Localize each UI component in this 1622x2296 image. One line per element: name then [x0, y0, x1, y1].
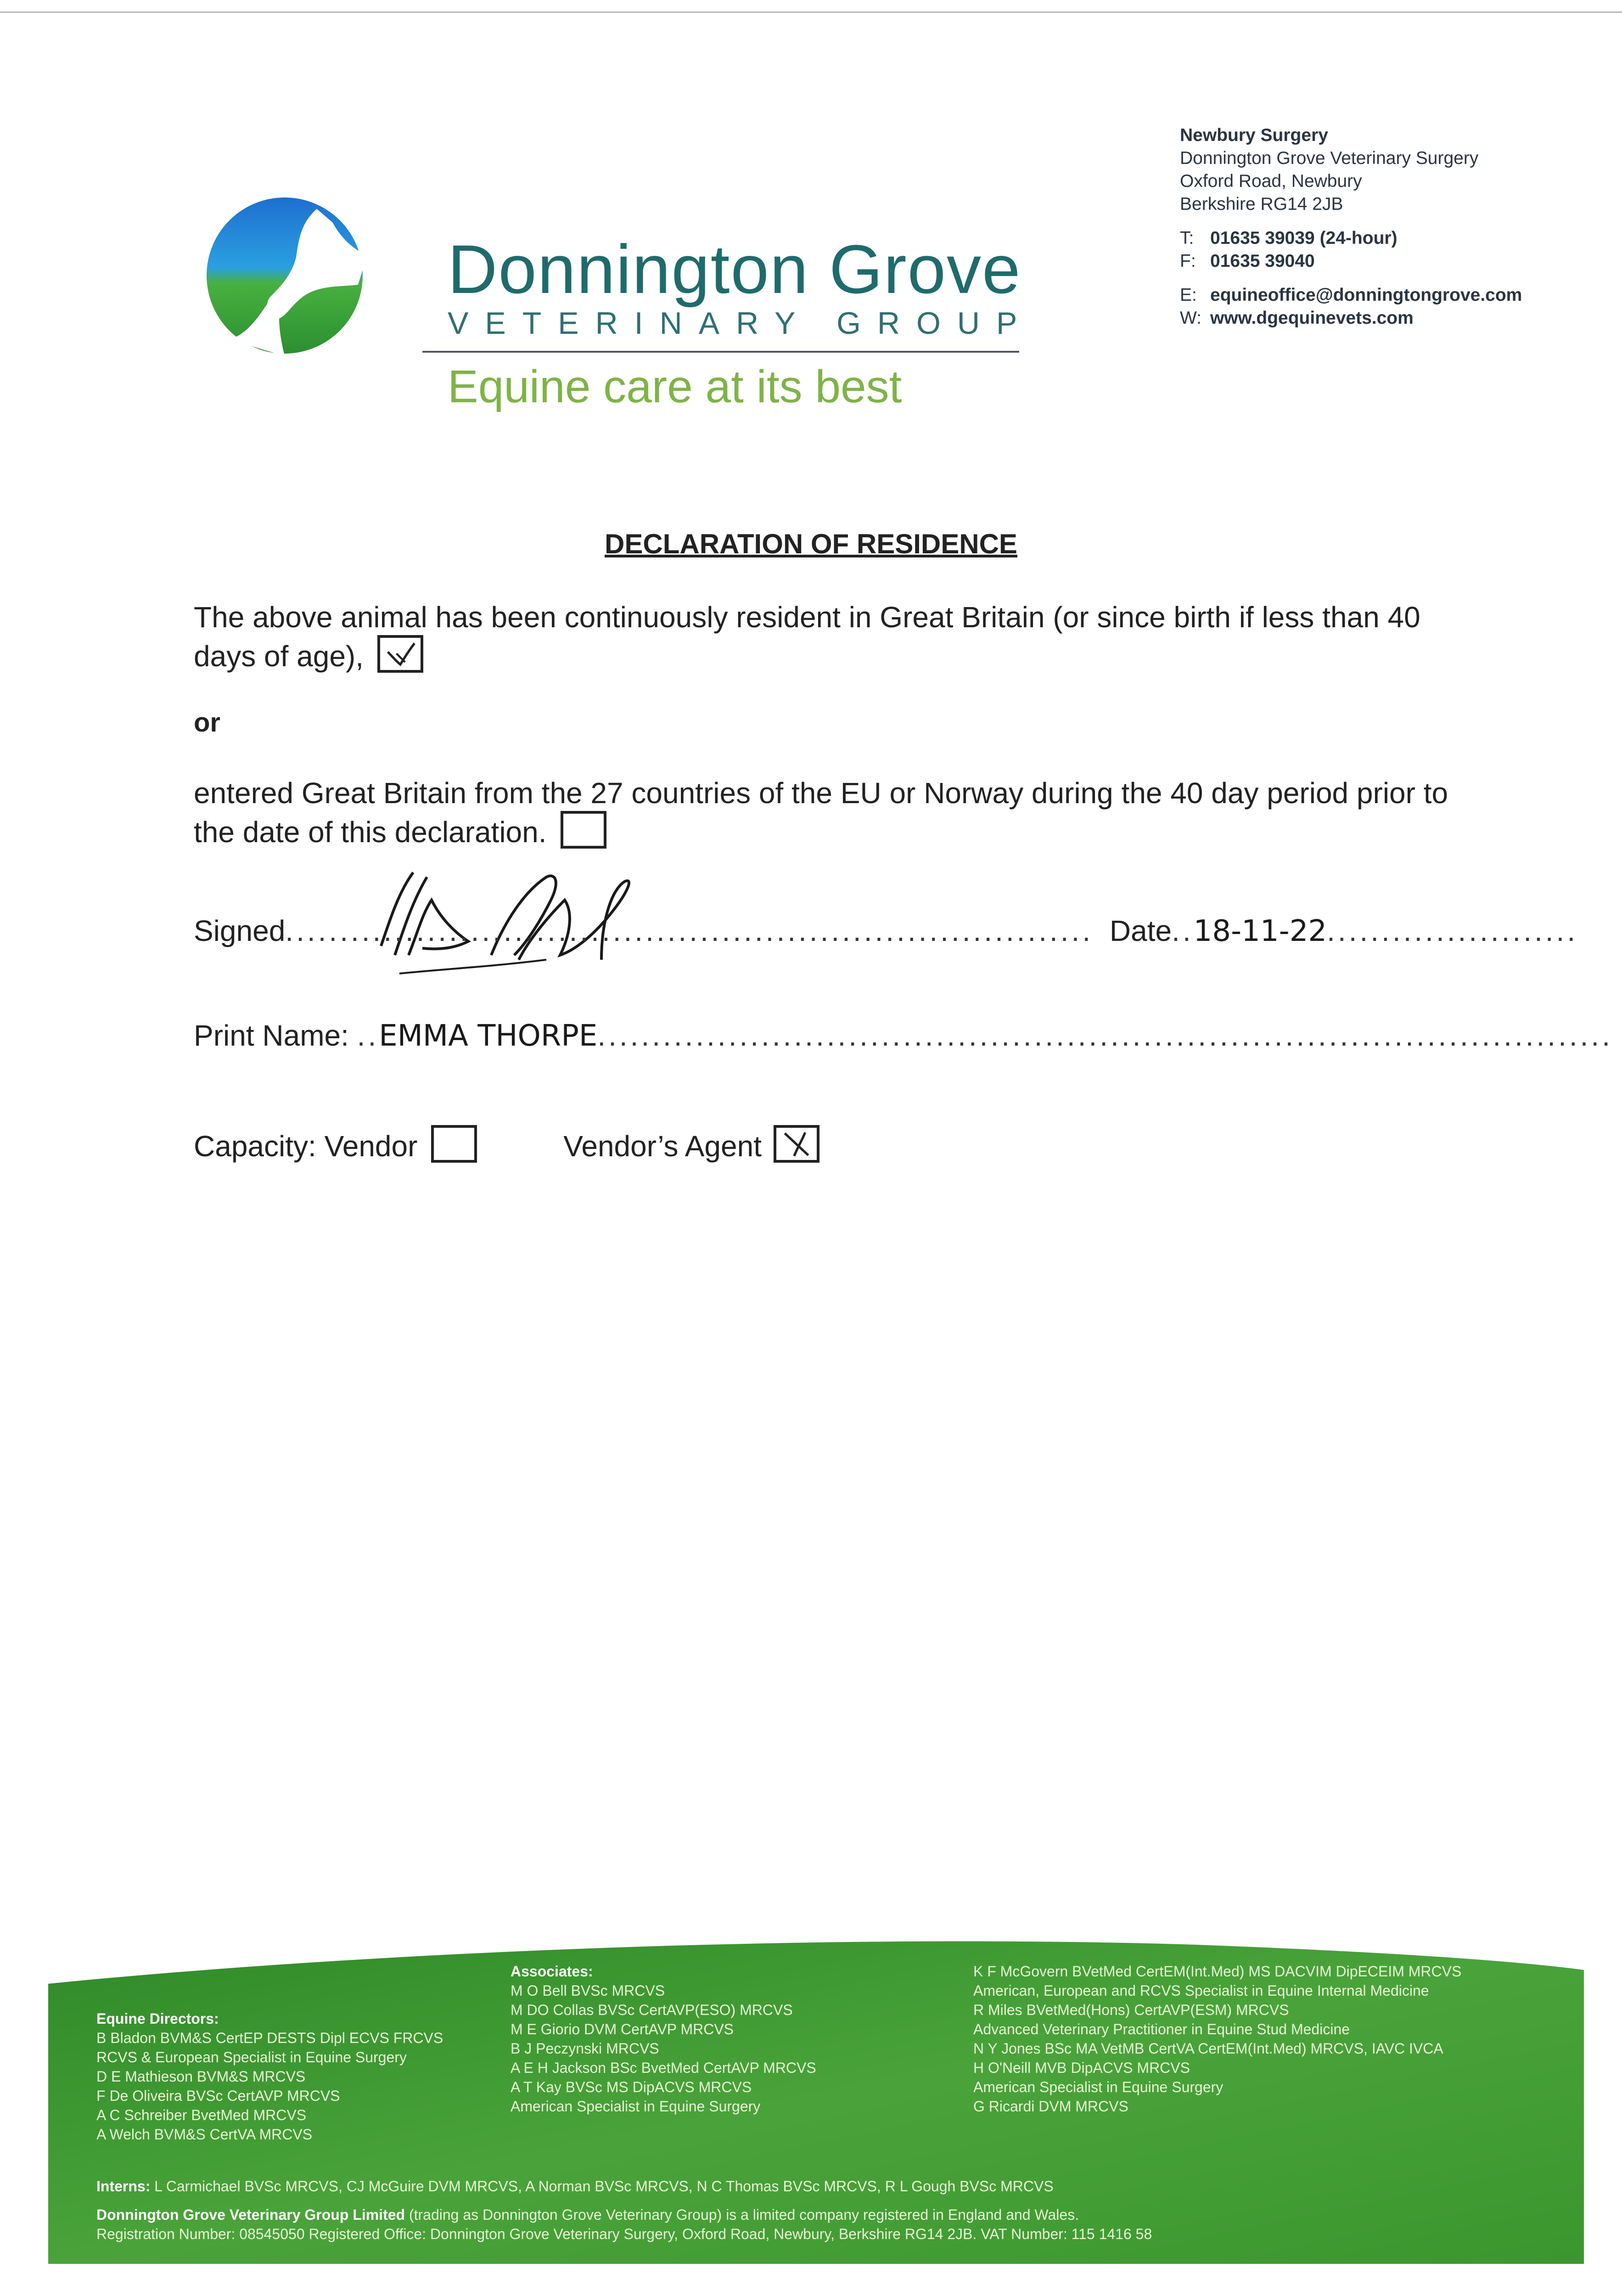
footer — [48, 1933, 1584, 2264]
top-rule — [0, 11, 1622, 13]
signature-line[interactable]: .......................................................................... — [285, 914, 1094, 947]
capacity-row — [194, 1125, 819, 1163]
email-link[interactable]: equineoffice@donningtongrove.com — [1210, 285, 1522, 305]
print-name-row: Print Name: ..EMMA THORPE............................................................................................. — [194, 1019, 1613, 1053]
print-name-field[interactable]: EMMA THORPE — [379, 1019, 598, 1053]
address-line: Oxford Road, Newbury — [1180, 171, 1362, 191]
website-link[interactable]: www.dgequinevets.com — [1210, 308, 1414, 328]
document-title: DECLARATION OF RESIDENCE — [605, 529, 1017, 559]
interns-line: Interns: L Carmichael BVSc MRCVS, CJ McGuire DVM MRCVS, A Norman BVSc MRCVS, N C Thomas BVSc MRCVS, R L Gough BVSc MRCVS — [96, 2178, 1054, 2195]
signed-label: Signed — [194, 914, 286, 947]
residence-text-1: The above animal has been continuously resident in Great Britain (or since birth if less than 40 days of age), — [194, 601, 1420, 673]
fax-line: F: 01635 39040 — [1180, 251, 1315, 271]
print-name-label: Print Name: — [194, 1019, 349, 1052]
associates-list: Associates: M O Bell BVSc MRCVS M DO Collas BVSc CertAVP(ESO) MRCVS M E Giorio DVM CertAVP MRCVS B J Peczynski MRCVS A E H Jackson BSc BvetMed CertAVP MRCVS A T Kay BVSc MS DipACVS MRCVS American Specialist in Equine Surgery — [511, 1963, 816, 2115]
email-line: E: equineoffice@donningtongrove.com — [1180, 285, 1522, 305]
web-line: W: www.dgequinevets.com — [1180, 308, 1414, 328]
signature-row: Signed.......................................................................... Date..18-11-22....................... — [194, 914, 1578, 948]
address-line: Donnington Grove Veterinary Surgery — [1180, 148, 1479, 168]
address-line: Berkshire RG14 2JB — [1180, 194, 1343, 214]
vendor-checkbox[interactable] — [431, 1125, 477, 1163]
brand-subtitle: VETERINARY GROUP — [448, 306, 1034, 341]
or-separator: or — [194, 708, 220, 737]
brand-name: Donnington Grove — [448, 231, 1021, 308]
date-label: Date — [1109, 914, 1172, 947]
entered-gb-checkbox[interactable] — [561, 811, 606, 849]
contact-block — [1180, 124, 1522, 330]
vendors-agent-checkbox[interactable] — [774, 1125, 819, 1163]
capacity-label: Capacity: Vendor — [194, 1130, 418, 1163]
horse-head-logo-icon — [202, 181, 376, 360]
residence-option-1 — [194, 599, 1470, 674]
associates-list-2: K F McGovern BVetMed CertEM(Int.Med) MS DACVIM DipECEIM MRCVS American, European and RCVS Specialist in Equine Internal Medicine R Miles BVetMed(Hons) CertAVP(ESM) MRCVS Advanced Veterinary Practitioner in Equine Stud Medicine N Y Jones BSc MA VetMB CertVA CertEM(Int.Med) MRCVS, IAVC IVCA H O'Neill MVB DipACVS MRCVS American Specialist in Equine Surgery G Ricardi DVM MRCVS — [973, 1963, 1462, 2115]
brand-divider — [422, 351, 1019, 353]
residence-text-2: entered Great Britain from the 27 countries of the EU or Norway during the 40 day period prior to the date of this declaration. — [194, 777, 1448, 849]
checkmark-icon — [380, 638, 421, 670]
company-info: Donnington Grove Veterinary Group Limited (trading as Donnington Grove Veterinary Group) is a limited company registered in England and Wales. Registration Number: 08545050 Registered Office: Donnington Grove Veterinary Surgery, Oxford Road, Newbury, Berkshire RG14 2JB. VAT Number: 115 1416 58 — [96, 2206, 1152, 2242]
residence-option-2 — [194, 775, 1470, 850]
directors-list: Equine Directors: B Bladon BVM&S CertEP DESTS Dipl ECVS FRCVS RCVS & European Specialist in Equine Surgery D E Mathieson BVM&S MRCVS F De Oliveira BVSc CertAVP MRCVS A C Schreiber BvetMed MRCVS A Welch BVM&S CertVA MRCVS — [96, 2010, 443, 2143]
cross-mark-icon — [776, 1128, 817, 1160]
date-field[interactable]: 18-11-22 — [1193, 914, 1327, 948]
office-name: Newbury Surgery — [1180, 125, 1328, 145]
phone-line: T: 01635 39039 (24-hour) — [1180, 228, 1398, 248]
resident-checkbox[interactable] — [377, 635, 423, 673]
tagline: Equine care at its best — [448, 361, 902, 412]
vendors-agent-label: Vendor’s Agent — [563, 1130, 762, 1163]
